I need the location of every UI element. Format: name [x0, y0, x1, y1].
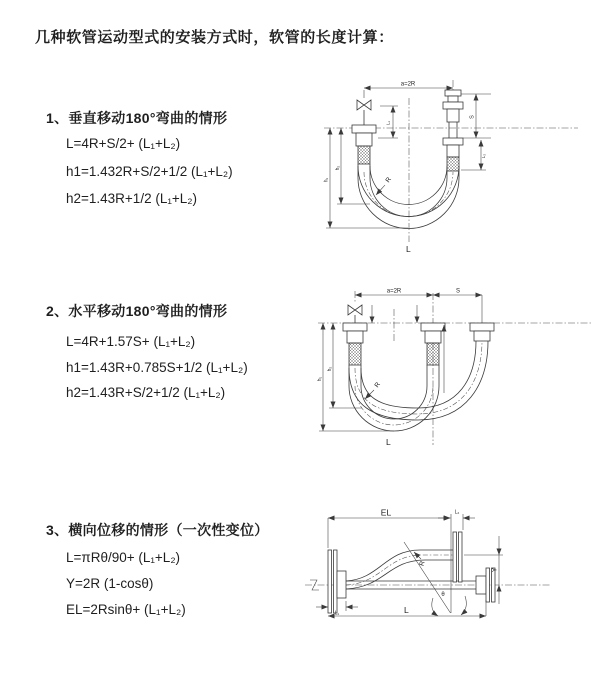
formula-line: L=πRθ/90+ (L₁+L₂)	[66, 550, 181, 565]
dim-h1-label: h₁	[317, 376, 323, 382]
dim-l2-label: L₂	[481, 153, 486, 159]
formula-line: L=4R+1.57S+ (L₁+L₂)	[66, 334, 196, 349]
formula-line: h2=1.43R+1/2 (L₁+L₂)	[66, 191, 198, 206]
diagram-vertical-180-bend	[310, 78, 600, 258]
page-title: 几种软管运动型式的安装方式时，软管的长度计算：	[35, 29, 394, 46]
formula-line: h1=1.432R+S/2+1/2 (L₁+L₂)	[66, 163, 233, 179]
dimension-l2	[438, 510, 475, 531]
dim-h1-label: h₁	[323, 177, 330, 183]
formula-line: EL=2Rsinθ+ (L₁+L₂)	[66, 602, 186, 617]
dim-l2-label: L₂	[454, 509, 460, 516]
dim-s-label: S	[469, 115, 476, 119]
dim-h2-label: h₂	[335, 165, 341, 171]
formula-line: h2=1.43R+S/2+1/2 (L₁+L₂)	[66, 385, 226, 400]
section-2-formulas	[66, 329, 248, 406]
dim-span-label: a=2R	[400, 81, 416, 88]
valve-icon	[348, 305, 362, 323]
dimension-span	[364, 82, 453, 101]
dimension-l1	[378, 106, 398, 138]
length-label: L	[406, 244, 411, 254]
left-fitting	[352, 125, 376, 178]
hose-deep-u	[349, 386, 439, 431]
dimension-span	[355, 289, 482, 324]
radius-callout	[414, 552, 427, 567]
dim-span-label: a=2R	[386, 288, 402, 295]
section-1-formulas	[66, 130, 233, 213]
dim-s-label: S	[455, 288, 461, 295]
valve-icon	[357, 100, 371, 125]
radius-callout	[365, 381, 382, 399]
dimension-l2	[461, 140, 486, 170]
formula-line: Y=2R (1-cosθ)	[66, 576, 154, 591]
hose-displaced-position	[346, 550, 453, 589]
section-1-heading: 1、垂直移动180°弯曲的情形	[46, 110, 228, 126]
length-label: L	[386, 437, 391, 447]
hose-u-bend	[358, 166, 459, 229]
radius-label: R	[418, 560, 427, 567]
radius-label: R	[373, 381, 382, 390]
diagram-lateral-displacement	[300, 500, 600, 635]
dim-y-label: Y	[491, 567, 499, 573]
dim-el-label: EL	[380, 507, 392, 518]
upper-flange	[453, 532, 462, 582]
theta-label: θ	[441, 592, 445, 598]
radius-label: R	[384, 176, 393, 185]
left-fitting	[343, 323, 367, 386]
dim-l1-label: L₁	[334, 610, 340, 617]
radius-callout	[376, 176, 393, 195]
right-fitting	[470, 323, 494, 341]
section-3-heading: 3、横向位移的情形（一次性变位）	[46, 522, 269, 538]
angle-construction	[404, 542, 466, 616]
dimension-s	[461, 94, 491, 138]
middle-fitting	[421, 323, 445, 386]
dim-l-label: L	[404, 605, 409, 615]
section-2-heading: 2、水平移动180°弯曲的情形	[46, 303, 228, 319]
right-fitting	[443, 90, 463, 178]
dim-l1-label: L₁	[385, 120, 391, 126]
formula-line: h1=1.43R+0.785S+1/2 (L₁+L₂)	[66, 359, 248, 375]
section-3-formulas	[66, 545, 186, 623]
dim-h2-label: h₂	[327, 366, 333, 372]
formula-line: L=4R+S/2+ (L₁+L₂)	[66, 136, 181, 151]
diagram-horizontal-180-bend	[310, 283, 600, 453]
left-flange	[328, 550, 346, 613]
centerlines	[318, 288, 593, 445]
